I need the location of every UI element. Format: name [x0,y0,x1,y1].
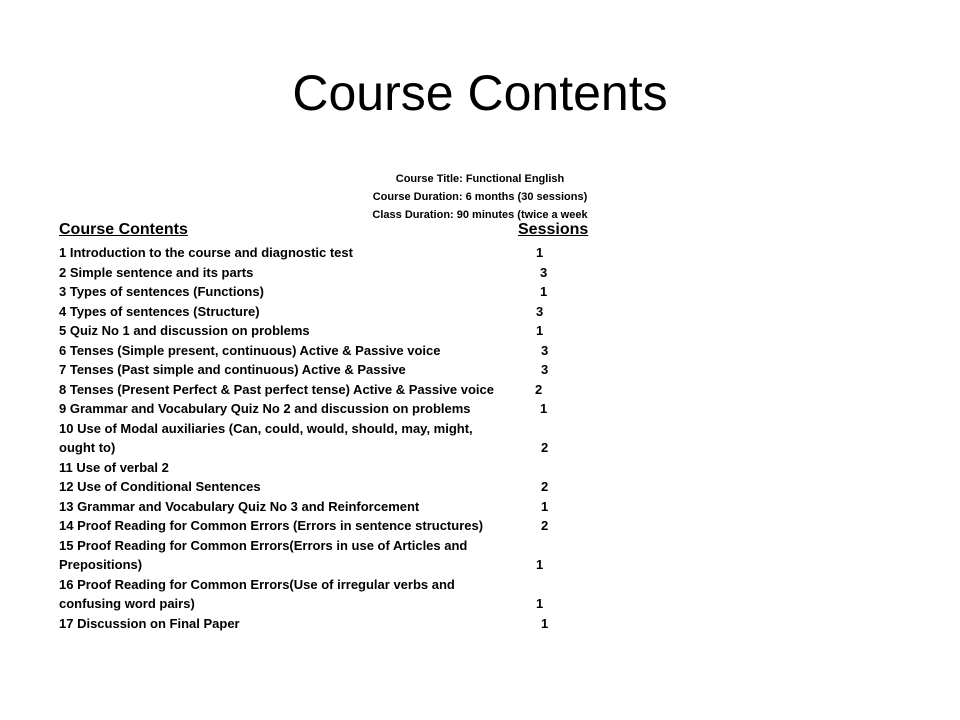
content-item-text: 7 Tenses (Past simple and continuous) Active & Passive [59,362,406,377]
course-contents-list [59,221,619,633]
content-item-text: 16 Proof Reading for Common Errors(Use of irregular verbs and [59,576,455,592]
session-count: 1 [540,284,548,299]
session-count: 3 [540,264,548,280]
sessions-header-label: Sessions [518,221,589,238]
content-row [59,302,619,322]
content-row [59,419,619,458]
session-count: 1 [536,557,544,572]
content-item-text: 12 Use of Conditional Sentences [59,479,261,494]
session-count: 2 [541,440,549,455]
course-title-line: Course Title: Functional English [395,173,565,185]
content-row [59,282,619,302]
content-item-text: 15 Proof Reading for Common Errors(Errors in use of Articles and [59,537,468,553]
session-count: 3 [541,342,549,358]
content-row [59,243,619,263]
content-item-text: 4 Types of sentences (Structure) [59,303,260,319]
content-item-text: 5 Quiz No 1 and discussion on problems [59,323,310,338]
class-duration-line: Class Duration: 90 minutes (twice a week [372,209,588,221]
session-count: 1 [536,245,544,260]
content-row [59,341,619,361]
content-row [59,477,619,497]
content-item-text: confusing word pairs) [59,596,195,611]
content-row [59,458,619,478]
contents-header [59,221,619,243]
content-row [59,497,619,517]
content-row [59,575,619,614]
content-item-text: 3 Types of sentences (Functions) [59,284,264,299]
session-count: 1 [540,401,548,416]
content-item-text: 14 Proof Reading for Common Errors (Errors in sentence structures) [59,518,484,533]
content-item-text: Prepositions) [59,557,143,572]
course-duration-line: Course Duration: 6 months (30 sessions) [372,191,588,203]
content-item-text: 6 Tenses (Simple present, continuous) Active & Passive voice [59,342,441,358]
content-item-text: 1 Introduction to the course and diagnostic test [59,245,353,260]
content-item-text: 2 Simple sentence and its parts [59,264,254,280]
session-count: 1 [541,498,549,514]
content-row [59,399,619,419]
content-item-text: ought to) [59,440,116,455]
content-row [59,380,619,400]
content-item-text: 8 Tenses (Present Perfect & Past perfect tense) Active & Passive voice [59,381,494,397]
content-item-text: 13 Grammar and Vocabulary Quiz No 3 and Reinforcement [59,498,420,514]
session-count: 3 [541,362,549,377]
content-item-text: 17 Discussion on Final Paper [59,615,240,631]
content-item-text: 11 Use of verbal 2 [59,459,169,475]
content-row [59,516,619,536]
content-item-text: 9 Grammar and Vocabulary Quiz No 2 and discussion on problems [59,401,471,416]
course-info-block [250,170,710,224]
content-item-text: 10 Use of Modal auxiliaries (Can, could, would, should, may, might, [59,420,473,436]
session-count: 1 [536,596,544,611]
content-row [59,536,619,575]
content-row [59,614,619,634]
session-count: 2 [541,518,549,533]
session-count: 1 [536,323,544,338]
contents-header-label: Course Contents [59,221,188,238]
session-count: 2 [541,479,549,494]
content-row [59,263,619,283]
content-row [59,360,619,380]
session-count: 2 [535,381,543,397]
session-count: 3 [536,303,544,319]
contents-rows [59,243,619,633]
slide-title: Course Contents [292,65,668,121]
content-row [59,321,619,341]
session-count: 1 [541,615,549,631]
